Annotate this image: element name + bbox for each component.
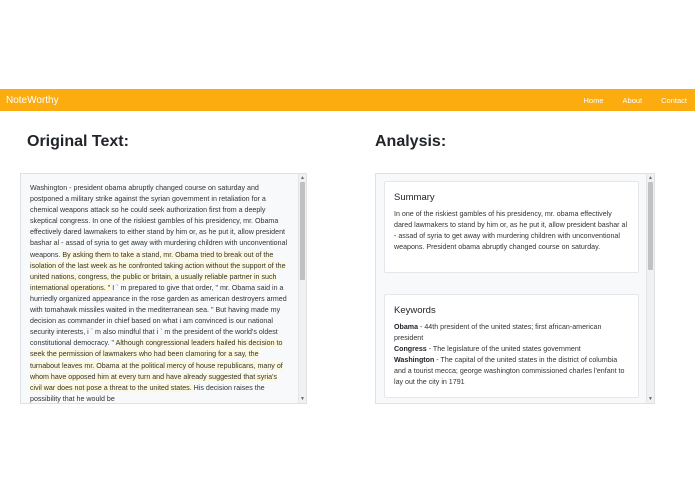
nav-link-about[interactable]: About bbox=[622, 95, 643, 105]
keyword-item bbox=[394, 355, 629, 388]
scrollbar-thumb[interactable] bbox=[648, 182, 653, 270]
nav-link-home[interactable]: Home bbox=[583, 95, 604, 105]
navbar bbox=[0, 89, 695, 111]
keyword-term: Obama bbox=[394, 323, 419, 331]
original-text-panel[interactable] bbox=[20, 173, 307, 404]
keyword-term: Washington bbox=[394, 356, 435, 365]
keyword-definition: - 44th president of the united states; first african-american president bbox=[394, 323, 602, 343]
highlighted-sentence: Although congressional leaders hailed his decision to seek the permission of lawmakers who had been clamoring for a say, the turnabout leaves mr. Obama at the political mercy of house republicans, many of whom have opposed him at every turn and have already suggested that syria's civil war does not pose a threat to the united states. bbox=[30, 339, 283, 392]
text-segment: His decision raises the possibility that he would be bbox=[30, 383, 265, 403]
analysis-scrollbar[interactable] bbox=[646, 174, 654, 403]
keyword-definition: - The legislature of the united states government bbox=[426, 345, 581, 354]
keyword-definition: - The capital of the united states in the district of columbia and a tourist mecca; george washington commissioned charles l'enfant to lay out the city in 1791 bbox=[394, 356, 625, 387]
summary-title: Summary bbox=[394, 192, 435, 203]
scroll-down-arrow-icon[interactable]: ▼ bbox=[300, 396, 305, 402]
text-segment: Washington - president obama abruptly changed course on saturday and postponed a military strike against the syrian government in retaliation for a chemical weapons attack so he could seek authorization first from a deeply skeptical congress. In one of the riskiest gambles of his presidency, mr. Obama effectively dared lawmakers to either stand by him or, as he put it, allow president bashar al - assad of syria to get away with murdering children with unconventional weapons. bbox=[30, 184, 288, 259]
analysis-panel[interactable] bbox=[375, 173, 655, 404]
scroll-up-arrow-icon[interactable]: ▲ bbox=[300, 175, 305, 181]
scrollbar-thumb[interactable] bbox=[300, 182, 305, 280]
text-segment: I ` m prepared to give that order, " mr. Obama said in a hurriedly organized appearance in the rose garden as american destroyers armed with tomahawk missiles waited in the mediterranean sea. " But having made my decision as commander in chief based on what i am convinced is our national security interests, i ` m also mindful that i ` m the president of the world's oldest constitutional democracy. " bbox=[30, 283, 287, 348]
scroll-up-arrow-icon[interactable]: ▲ bbox=[648, 175, 653, 181]
keyword-item bbox=[394, 322, 629, 344]
nav-link-contact[interactable]: Contact bbox=[661, 95, 687, 105]
scroll-down-arrow-icon[interactable]: ▼ bbox=[648, 396, 653, 402]
original-text-scroll-area[interactable] bbox=[21, 174, 298, 403]
summary-card bbox=[384, 181, 639, 273]
summary-text: In one of the riskiest gambles of his presidency, mr. obama effectively dared lawmakers to stand by him or, as he put it, allow president bashar al - assad of syria to get away with murdering children with unconventional weapons. President obama abruptly changed course on saturday. bbox=[394, 210, 628, 252]
original-text-scrollbar[interactable] bbox=[298, 174, 306, 403]
original-text-heading: Original Text: bbox=[27, 133, 129, 150]
analysis-heading: Analysis: bbox=[375, 133, 447, 150]
analysis-scroll-area[interactable] bbox=[376, 174, 646, 403]
keywords-card bbox=[384, 294, 639, 398]
keyword-term: Congress bbox=[394, 345, 427, 354]
keyword-item bbox=[394, 344, 629, 355]
nav-links bbox=[565, 96, 687, 105]
original-text-body bbox=[21, 174, 298, 403]
keywords-title: Keywords bbox=[394, 305, 436, 316]
highlighted-sentence: By asking them to take a stand, mr. Obama tried to break out of the isolation of the last week as he confronted taking action without the support of the united nations, congress, the public or britain, a usually reliable partner in such international operations. " bbox=[30, 250, 286, 292]
brand-logo[interactable]: NoteWorthy bbox=[6, 94, 59, 106]
